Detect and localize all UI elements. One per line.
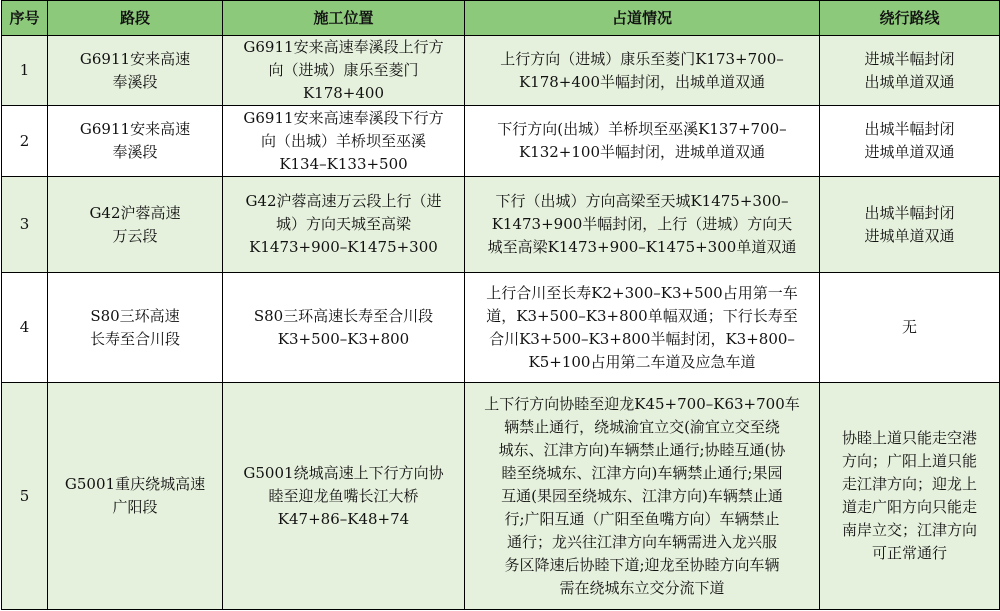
cell-segment-line: G42沪蓉高速 [89,203,181,222]
cell-index: 1 [2,36,48,106]
cell-segment-line: G6911安来高速 [79,120,191,138]
cell-occupancy-line: K5+100占用第二车道及应急车道 [528,352,756,371]
cell-detour-line: 出城半幅封闭 [864,203,955,222]
cell-location-line: K1473+900–K1475+300 [249,238,438,256]
cell-occupancy [465,177,820,273]
cell-occupancy-line: 互通(果园至绕城东、江津方向)车辆禁止通 [501,486,783,505]
cell-location-line: K3+500–K3+800 [277,329,410,348]
cell-location [223,177,465,273]
cell-location-line: S80三环高速长寿至合川段 [253,306,434,325]
cell-segment-line: 广阳段 [112,498,158,516]
cell-segment [48,273,223,383]
cell-occupancy-line: 下行（出城）方向高梁至天城K1475+300– [495,192,789,210]
cell-detour [820,383,1000,610]
cell-location-line: G6911安来高速奉溪段上行方 [243,38,444,56]
cell-location-line: K47+86–K48+74 [277,509,410,528]
cell-occupancy-line: 通行；龙兴往江津方向车辆需进入龙兴服 [506,532,777,551]
cell-occupancy-line: 城至高梁K1473+900–K1475+300单道双通 [487,238,797,256]
cell-segment [48,106,223,177]
cell-segment [48,177,223,273]
cell-detour [820,177,1000,273]
cell-location-line: 城）方向天城至高梁 [275,215,411,233]
cell-detour-line: 无 [901,318,917,336]
table-body [2,36,1000,610]
cell-detour [820,273,1000,383]
cell-occupancy-line: 下行方向(出城）羊桥坝至巫溪K137+700– [497,120,787,138]
cell-index: 5 [2,383,48,610]
cell-detour-line: 进城半幅封闭 [864,49,955,68]
cell-segment-line: G5001重庆绕城高速 [64,475,206,493]
cell-occupancy-line: 需在绕城东立交分流下道 [559,578,725,597]
cell-location [223,273,465,383]
cell-occupancy-line: 辆禁止通行，绕城渝宜立交(渝宜立交至绕 [504,417,780,436]
cell-occupancy-line: 上行方向（进城）康乐至菱门K173+700– [500,49,784,68]
cell-index: 4 [2,273,48,383]
cell-occupancy [465,106,820,177]
road-closure-table [1,0,1000,610]
header-detour: 绕行路线 [820,1,1000,36]
cell-location-line: K178+400 [302,84,385,102]
cell-index: 3 [2,177,48,273]
cell-occupancy [465,273,820,383]
cell-detour-line: 南岸立交；江津方向 [841,521,977,539]
cell-segment [48,36,223,106]
cell-location [223,36,465,106]
cell-location-line: K134–K133+500 [279,154,408,173]
cell-location-line: 向（出城）羊桥坝至巫溪 [260,131,426,150]
cell-occupancy-line: 上行合川至长寿K2+300–K3+500占用第一车 [486,283,798,302]
cell-location-line: 向（进城）康乐至菱门 [268,61,419,79]
cell-location-line: G42沪蓉高速万云段上行（进 [245,192,442,210]
cell-detour-line: 可正常通行 [871,544,947,562]
cell-detour-line: 协睦上道只能走空港 [841,429,977,447]
cell-detour-line: 进城单道双通 [864,226,955,245]
cell-detour-line: 进城单道双通 [864,143,955,161]
cell-segment [48,383,223,610]
cell-occupancy-line: K178+400半幅封闭，出城单道双通 [518,72,766,91]
cell-location-line: G5001绕城高速上下行方向协 [243,463,444,482]
header-segment: 路段 [48,1,223,36]
table-row [2,36,1000,106]
cell-detour-line: 出城半幅封闭 [864,120,955,138]
cell-segment-line: 奉溪段 [112,143,158,161]
cell-segment-line: G6911安来高速 [79,49,191,68]
cell-occupancy-line: 睦至绕城东、江津方向)车辆禁止通行;果园 [501,463,783,482]
cell-occupancy-line: 合川K3+500–K3+800半幅封闭，K3+800– [489,329,795,348]
cell-index: 2 [2,106,48,177]
cell-segment-line: 万云段 [112,226,158,245]
header-index: 序号 [2,1,48,36]
cell-detour [820,106,1000,177]
cell-occupancy-line: 城东、江津方向)车辆禁止通行;协睦互通(协 [498,440,786,459]
cell-detour-line: 走江津方向；迎龙上 [841,475,977,493]
cell-location [223,383,465,610]
cell-occupancy-line: K132+100半幅封闭，进城单道双通 [518,143,766,161]
table-row [2,177,1000,273]
table-row [2,383,1000,610]
table-row [2,106,1000,177]
cell-occupancy-line: 务区降速后协睦下道;迎龙至协睦方向车辆 [504,555,780,574]
cell-occupancy-line: 行;广阳互通（广阳至鱼嘴方向）车辆禁止 [504,509,780,528]
cell-occupancy-line: 上下行方向协睦至迎龙K45+700–K63+700车 [484,394,800,413]
cell-detour-line: 道走广阳方向只能走 [841,498,977,516]
cell-location-line: G6911安来高速奉溪段下行方 [243,108,444,127]
cell-segment-line: 奉溪段 [112,72,158,91]
cell-occupancy-line: 道，K3+500–K3+800单幅双通；下行长寿至 [486,306,798,325]
cell-segment-line: 长寿至合川段 [89,329,180,348]
header-location: 施工位置 [223,1,465,36]
cell-occupancy-line: K1473+900半幅封闭，上行（进城）方向天 [491,215,793,233]
header-row [2,1,1000,36]
cell-detour [820,36,1000,106]
cell-occupancy [465,36,820,106]
cell-occupancy [465,383,820,610]
cell-detour-line: 出城单道双通 [864,72,955,91]
cell-location-line: 睦至迎龙鱼嘴长江大桥 [268,486,419,505]
cell-location [223,106,465,177]
header-occupancy: 占道情况 [465,1,820,36]
cell-detour-line: 方向；广阳上道只能 [841,452,977,470]
table-row [2,273,1000,383]
cell-segment-line: S80三环高速 [90,306,180,325]
